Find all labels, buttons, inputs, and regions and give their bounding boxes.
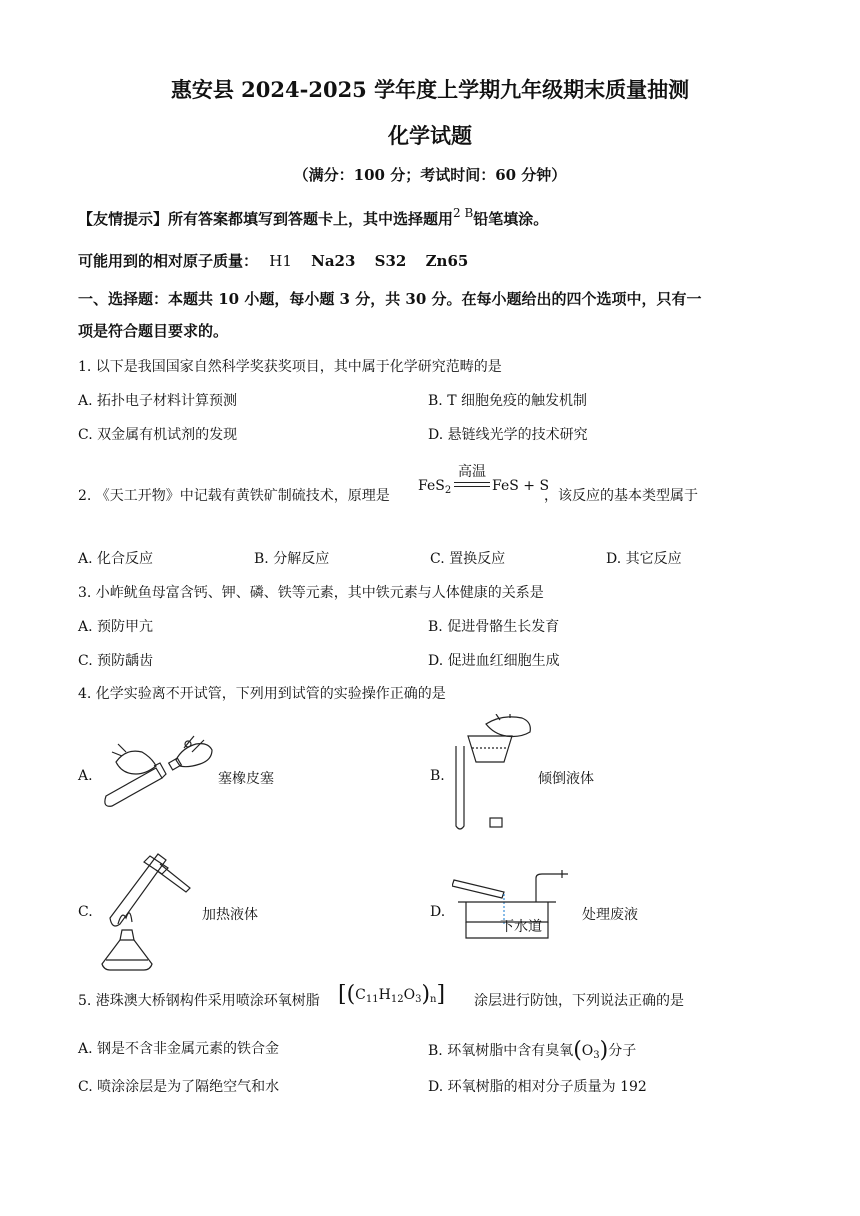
q5-option-d: D. 环氧树脂的相对分子质量为 192	[428, 1079, 647, 1095]
q5-option-c: C. 喷涂涂层是为了隔绝空气和水	[78, 1079, 280, 1095]
atomic-mass-label: 可能用到的相对原子质量：	[78, 252, 259, 270]
q5-stem-post: 涂层进行防蚀，下列说法正确的是	[474, 993, 684, 1009]
notice-lead: 【友情提示】所有答案都填写到答题卡上，其中选择题用	[78, 210, 454, 228]
q2-equals-top	[454, 482, 490, 483]
q1-option-a: A. 拓扑电子材料计算预测	[78, 393, 238, 409]
q2-products: FeS + S	[492, 478, 550, 494]
exam-meta: （满分：100 分；考试时间：60 分钟）	[293, 166, 567, 184]
q4-image-c-heating	[96, 848, 200, 972]
q2-equation	[418, 478, 451, 496]
q2-option-d: D. 其它反应	[606, 551, 682, 567]
q1-option-b: B. T 细胞免疫的触发机制	[428, 393, 587, 409]
q2-option-c: C. 置换反应	[430, 551, 506, 567]
q4-image-b-pouring	[446, 714, 536, 834]
atomic-mass-zn: Zn65	[425, 252, 469, 270]
q2-reactant-sub: 2	[444, 485, 452, 496]
q4-option-c-letter: C.	[78, 904, 93, 920]
atomic-mass-h: H1	[269, 252, 292, 270]
q2-reactant: FeS	[418, 478, 445, 494]
q3-option-a: A. 预防甲亢	[78, 619, 154, 635]
q4-image-d-sign: 下水道	[500, 919, 542, 935]
q4-option-b-caption: 倾倒液体	[538, 771, 594, 787]
exam-subject: 化学试题	[388, 123, 472, 148]
atomic-mass-na: Na23	[311, 252, 356, 270]
section1-line1: 一、选择题：本题共 10 小题，每小题 3 分，共 30 分。在每小题给出的四个选项中，只有一	[78, 290, 702, 308]
exam-title: 惠安县 2024-2025 学年度上学期九年级期末质量抽测	[170, 77, 690, 102]
q5-formula: $[(C_{11}H_{12}O_3)_n]$	[338, 982, 446, 1007]
q2-stem-post: ，该反应的基本类型属于	[544, 488, 698, 504]
q3-option-b: B. 促进骨骼生长发育	[428, 619, 560, 635]
q2-option-b: B. 分解反应	[254, 551, 330, 567]
q4-option-a-letter: A.	[78, 768, 93, 784]
q3-option-d: D. 促进血红细胞生成	[428, 653, 560, 669]
q4-option-a-caption: 塞橡皮塞	[218, 771, 274, 787]
q4-stem: 4. 化学实验离不开试管，下列用到试管的实验操作正确的是	[78, 686, 446, 702]
atomic-mass-s: S32	[374, 252, 407, 270]
q2-condition: 高温	[458, 464, 486, 480]
atomic-mass-line	[78, 250, 468, 271]
section1-line2: 项是符合题目要求的。	[78, 322, 229, 340]
q4-image-a-stopper	[96, 730, 218, 812]
notice-line	[78, 206, 548, 229]
q5-option-b: B. 环氧树脂中含有臭氧$(O_3)$分子	[428, 1038, 637, 1063]
q1-stem: 1. 以下是我国国家自然科学奖获奖项目，其中属于化学研究范畴的是	[78, 359, 502, 375]
q2-stem-pre: 2. 《天工开物》中记载有黄铁矿制硫技术，原理是	[78, 488, 390, 504]
notice-pencil: 2 B	[453, 206, 474, 220]
q5-stem-pre: 5. 港珠澳大桥钢构件采用喷涂环氧树脂	[78, 993, 320, 1009]
q2-equals-bottom	[454, 486, 490, 487]
q3-stem: 3. 小岞鱿鱼母富含钙、钾、磷、铁等元素，其中铁元素与人体健康的关系是	[78, 585, 544, 601]
q4-option-d-caption: 处理废液	[582, 907, 638, 923]
q1-option-c: C. 双金属有机试剂的发现	[78, 427, 238, 443]
q4-option-d-letter: D.	[430, 904, 446, 920]
q2-option-a: A. 化合反应	[78, 551, 154, 567]
q1-option-d: D. 悬链线光学的技术研究	[428, 427, 588, 443]
q4-option-b-letter: B.	[430, 768, 445, 784]
q4-option-c-caption: 加热液体	[202, 907, 258, 923]
notice-tail: 铅笔填涂。	[473, 210, 549, 228]
q3-option-c: C. 预防龋齿	[78, 653, 154, 669]
q5-option-a: A. 钢是不含非金属元素的铁合金	[78, 1041, 280, 1057]
